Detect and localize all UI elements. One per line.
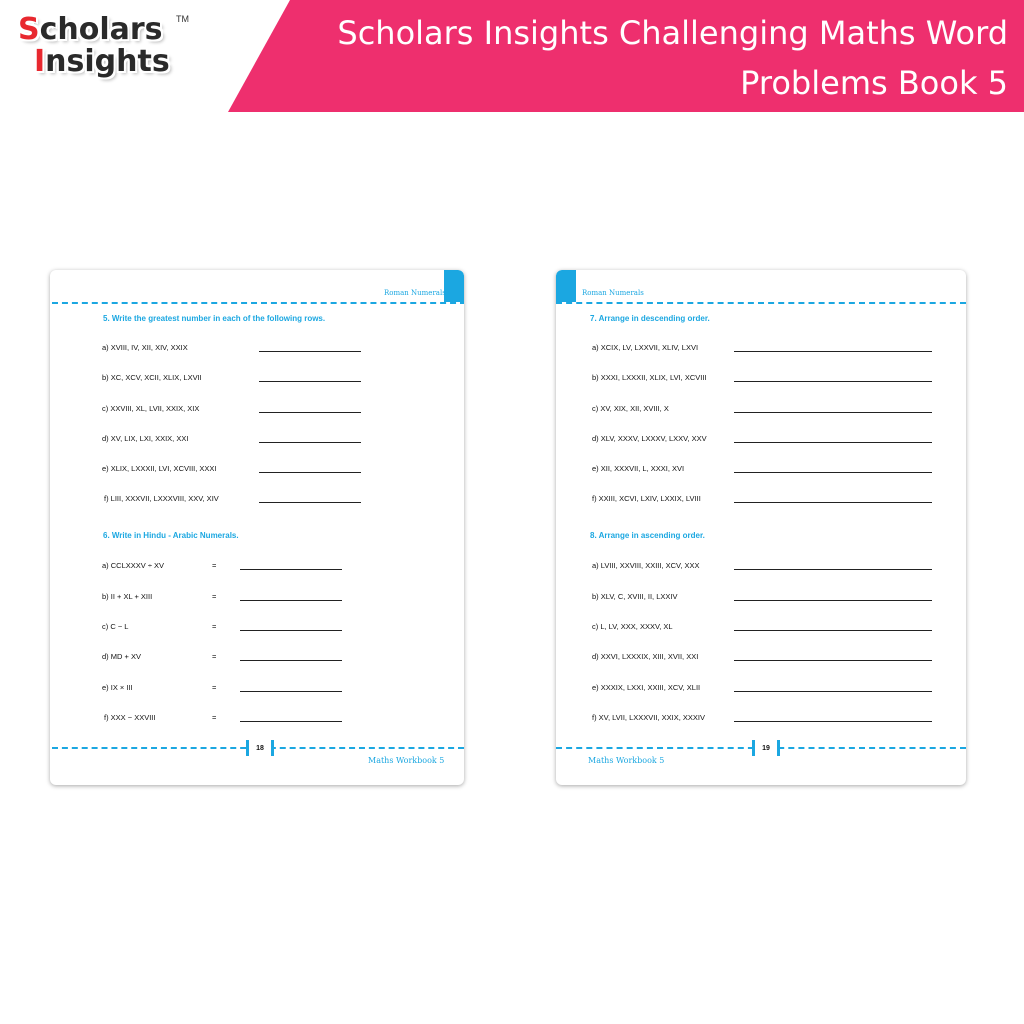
equals-sign: =	[212, 592, 217, 601]
scholars-insights-logo	[18, 14, 188, 78]
workbook-page-18	[50, 270, 464, 785]
answer-line[interactable]	[240, 660, 342, 661]
page-number-bracket-right	[777, 740, 780, 756]
list-item: b) II + XL + XIII	[102, 592, 153, 601]
question-7-heading: 7. Arrange in descending order.	[590, 314, 710, 323]
page-title	[288, 8, 1008, 108]
answer-line[interactable]	[259, 442, 361, 443]
question-8-heading: 8. Arrange in ascending order.	[590, 531, 705, 540]
answer-line[interactable]	[240, 600, 342, 601]
answer-line[interactable]	[734, 442, 932, 443]
list-item: f) LIII, XXXVII, LXXXVIII, XXV, XIV	[104, 494, 219, 503]
answer-line[interactable]	[240, 691, 342, 692]
answer-line[interactable]	[240, 569, 342, 570]
equals-sign: =	[212, 561, 217, 570]
answer-line[interactable]	[259, 502, 361, 503]
answer-line[interactable]	[734, 412, 932, 413]
list-item: b) XC, XCV, XCII, XLIX, LXVII	[102, 373, 202, 382]
question-5-heading: 5. Write the greatest number in each of the following rows.	[103, 314, 326, 323]
workbook-page-19	[556, 270, 966, 785]
answer-line[interactable]	[259, 412, 361, 413]
equals-sign: =	[212, 652, 217, 661]
list-item: c) XXVIII, XL, LVII, XXIX, XIX	[102, 404, 200, 413]
section-label: Roman Numerals	[384, 289, 446, 297]
page-tab	[444, 270, 464, 302]
list-item: a) XCIX, LV, LXXVII, XLIV, LXVI	[592, 343, 699, 352]
list-item: c) XV, XIX, XII, XVIII, X	[592, 404, 669, 413]
page-footer: Maths Workbook 5	[588, 756, 665, 765]
page-number-bracket-right	[271, 740, 274, 756]
logo-word-scholars: Scholars	[18, 12, 163, 47]
answer-line[interactable]	[734, 381, 932, 382]
title-line-2: Problems Book 5	[740, 64, 1008, 102]
list-item: a) LVIII, XXVIII, XXIII, XCV, XXX	[592, 561, 700, 570]
equals-sign: =	[212, 683, 217, 692]
list-item: d) MD + XV	[102, 652, 141, 661]
answer-line[interactable]	[240, 721, 342, 722]
list-item: b) XLV, C, XVIII, II, LXXIV	[592, 592, 678, 601]
list-item: d) XLV, XXXV, LXXXV, LXXV, XXV	[592, 434, 707, 443]
answer-line[interactable]	[259, 351, 361, 352]
header-banner	[0, 0, 1024, 112]
top-divider	[52, 302, 464, 304]
answer-line[interactable]	[259, 472, 361, 473]
equals-sign: =	[212, 713, 217, 722]
answer-line[interactable]	[734, 569, 932, 570]
list-item: b) XXXI, LXXXII, XLIX, LVI, XCVIII	[592, 373, 707, 382]
list-item: e) XXXIX, LXXI, XXIII, XCV, XLII	[592, 683, 701, 692]
trademark-mark: TM	[176, 14, 189, 24]
question-6-heading: 6. Write in Hindu - Arabic Numerals.	[103, 531, 239, 540]
list-item: d) XXVI, LXXXIX, XIII, XVII, XXI	[592, 652, 699, 661]
answer-line[interactable]	[734, 600, 932, 601]
answer-line[interactable]	[734, 502, 932, 503]
answer-line[interactable]	[734, 351, 932, 352]
equals-sign: =	[212, 622, 217, 631]
list-item: e) XLIX, LXXXII, LVI, XCVIII, XXXI	[102, 464, 217, 473]
answer-line[interactable]	[734, 660, 932, 661]
list-item: f) XXX − XXVIII	[104, 713, 156, 722]
answer-line[interactable]	[734, 721, 932, 722]
list-item: f) XV, LVII, LXXXVII, XXIX, XXXIV	[592, 713, 705, 722]
list-item: a) XVIII, IV, XII, XIV, XXIX	[102, 343, 188, 352]
list-item: e) IX × III	[102, 683, 133, 692]
list-item: e) XII, XXXVII, L, XXXI, XVI	[592, 464, 685, 473]
top-divider	[556, 302, 966, 304]
title-line-1: Scholars Insights Challenging Maths Word	[337, 14, 1008, 52]
answer-line[interactable]	[734, 691, 932, 692]
section-label: Roman Numerals	[582, 289, 644, 297]
list-item: c) L, LV, XXX, XXXV, XL	[592, 622, 673, 631]
answer-line[interactable]	[734, 472, 932, 473]
page-number: 18	[249, 742, 271, 756]
page-tab	[556, 270, 576, 302]
answer-line[interactable]	[734, 630, 932, 631]
logo-word-insights: Insights	[34, 44, 170, 79]
list-item: f) XXIII, XCVI, LXIV, LXXIX, LVIII	[592, 494, 701, 503]
page-number: 19	[755, 742, 777, 756]
list-item: a) CCLXXXV ÷ XV	[102, 561, 165, 570]
list-item: d) XV, LIX, LXI, XXIX, XXI	[102, 434, 189, 443]
answer-line[interactable]	[259, 381, 361, 382]
list-item: c) C − L	[102, 622, 129, 631]
page-footer: Maths Workbook 5	[368, 756, 445, 765]
answer-line[interactable]	[240, 630, 342, 631]
